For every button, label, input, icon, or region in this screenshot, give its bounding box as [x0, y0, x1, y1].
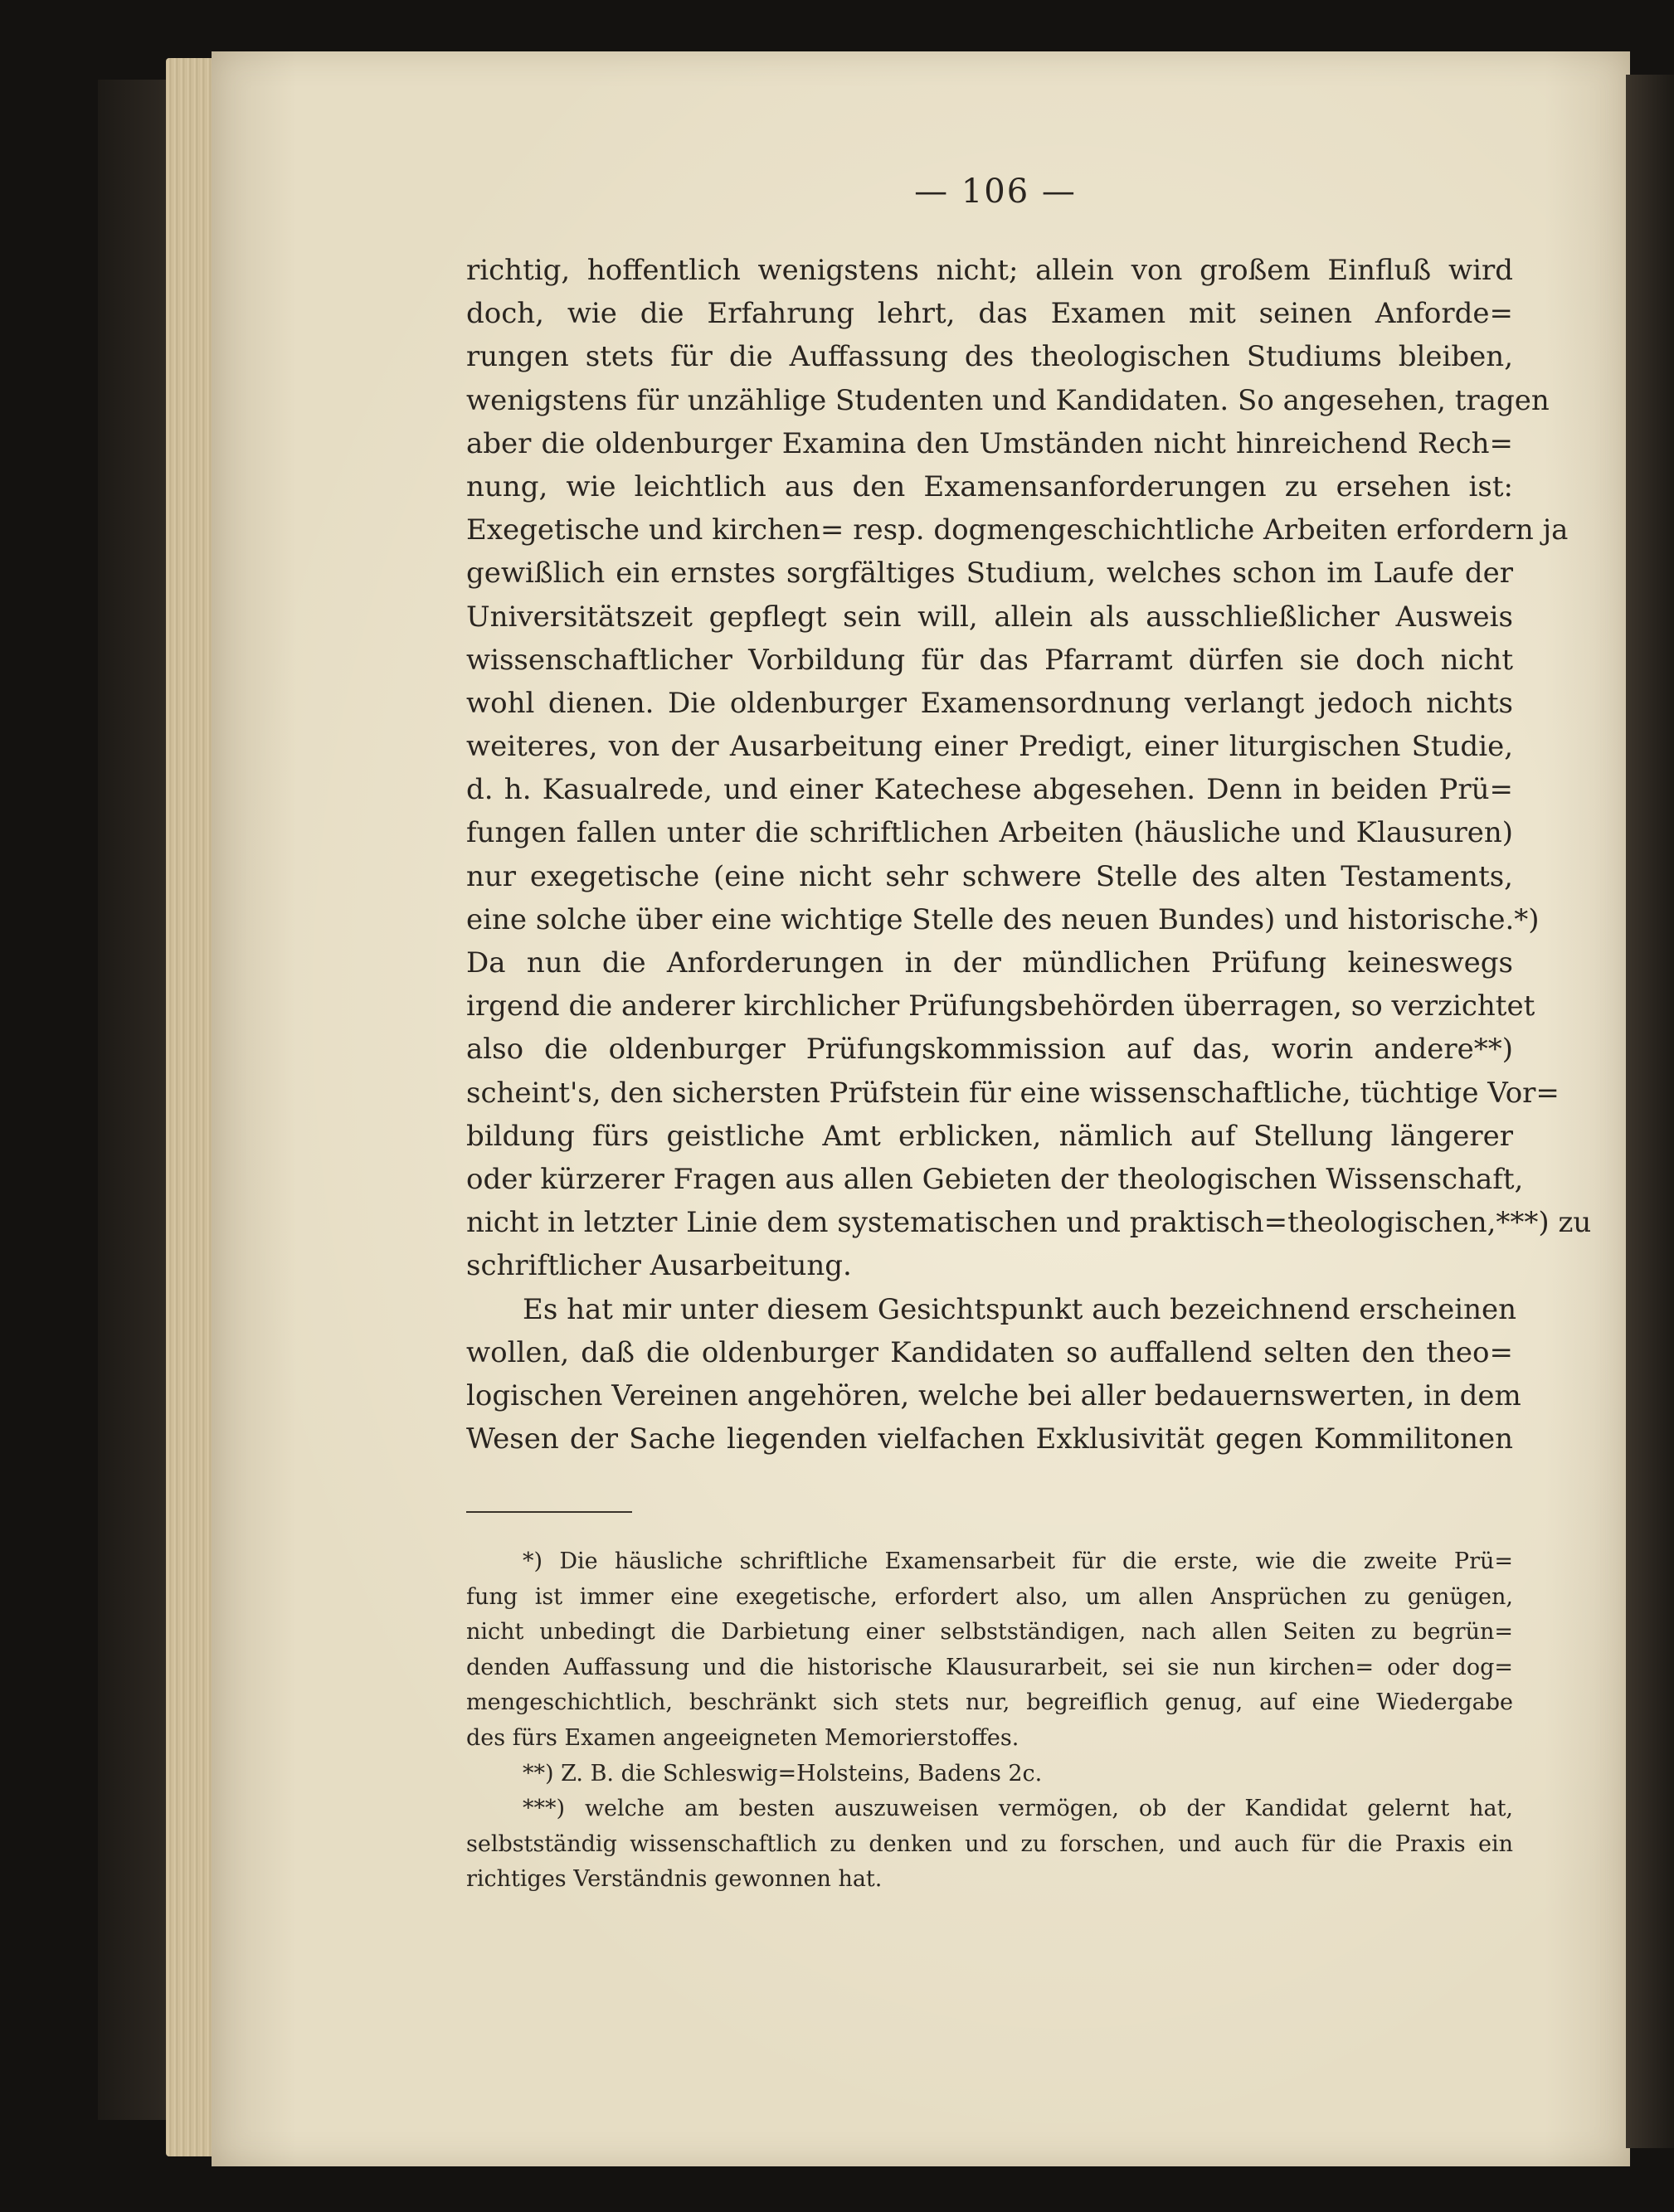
text-line: doch, wie die Erfahrung lehrt, das Examen mit seinen Anforde=	[466, 297, 1513, 331]
footnote-line: selbstständig wissenschaftlich zu denken und zu forschen, und auch für die Praxis ein	[466, 1830, 1513, 1857]
footnote-line: **) Z. B. die Schleswig=Holsteins, Badens 2c.	[523, 1760, 1043, 1787]
footnote-line: denden Auffassung und die historische Klausurarbeit, sei sie nun kirchen= oder dog=	[466, 1654, 1513, 1680]
text-line: wissenschaftlicher Vorbildung für das Pfarramt dürfen sie doch nicht	[466, 643, 1513, 677]
text-line: wohl dienen. Die oldenburger Examensordnung verlangt jedoch nichts	[466, 686, 1513, 720]
text-line: nicht in letzter Linie dem systematischen und praktisch=theologischen,***) zu	[466, 1206, 1592, 1240]
text-line: wenigstens für unzählige Studenten und Kandidaten. So angesehen, tragen	[466, 383, 1550, 417]
text-line: schriftlicher Ausarbeitung.	[466, 1249, 852, 1283]
text-line: eine solche über eine wichtige Stelle des neuen Bundes) und historische.*)	[466, 902, 1540, 936]
footnote-line: fung ist immer eine exegetische, erfordert also, um allen Ansprüchen zu genügen,	[466, 1583, 1513, 1610]
background-right-edge	[1626, 75, 1674, 2148]
body-text	[466, 249, 1592, 1461]
footnote-line: nicht unbedingt die Darbietung einer selbstständigen, nach allen Seiten zu begrün=	[466, 1619, 1513, 1646]
text-line: richtig, hoffentlich wenigstens nicht; allein von großem Einfluß wird	[466, 254, 1513, 287]
footnote-line: mengeschichtlich, beschränkt sich stets nur, begreiflich genug, auf eine Wiedergabe	[466, 1689, 1513, 1716]
text-line: fungen fallen unter die schriftlichen Arbeiten (häusliche und Klausuren)	[466, 816, 1513, 850]
text-line: Universitätszeit gepflegt sein will, allein als ausschließlicher Ausweis	[466, 600, 1513, 634]
page-number: — 106 —	[914, 173, 1077, 211]
text-line: wollen, daß die oldenburger Kandidaten so auffallend selten den theo=	[466, 1335, 1513, 1369]
text-line: bildung fürs geistliche Amt erblicken, nämlich auf Stellung längerer	[466, 1119, 1513, 1153]
footnote-line: *) Die häusliche schriftliche Examensarbeit für die erste, wie die zweite Prü=	[523, 1548, 1513, 1574]
text-line: d. h. Kasualrede, und einer Katechese abgesehen. Denn in beiden Prü=	[466, 773, 1513, 807]
text-line: nur exegetische (eine nicht sehr schwere Stelle des alten Testaments,	[466, 859, 1513, 893]
footnote-line: des fürs Examen angeeigneten Memorierstoffes.	[466, 1724, 1019, 1751]
text-line: logischen Vereinen angehören, welche bei aller bedauernswerten, in dem	[466, 1378, 1521, 1412]
text-line: Wesen der Sache liegenden vielfachen Exklusivität gegen Kommilitonen	[466, 1422, 1513, 1456]
text-line: Es hat mir unter diesem Gesichtspunkt auch bezeichnend erscheinen	[523, 1292, 1517, 1326]
text-line: nung, wie leichtlich aus den Examensanforderungen zu ersehen ist:	[466, 469, 1513, 503]
text-line: aber die oldenburger Examina den Umständen nicht hinreichend Rech=	[466, 426, 1513, 460]
footnotes	[466, 1544, 1513, 1898]
text-line: oder kürzerer Fragen aus allen Gebieten der theologischen Wissenschaft,	[466, 1162, 1524, 1196]
text-line: also die oldenburger Prüfungskommission auf das, worin andere**)	[466, 1033, 1513, 1067]
text-line: Exegetische und kirchen= resp. dogmengeschichtliche Arbeiten erfordern ja	[466, 513, 1569, 547]
text-line: rungen stets für die Auffassung des theologischen Studiums bleiben,	[466, 340, 1513, 374]
footnote-divider	[466, 1511, 632, 1513]
text-line: weiteres, von der Ausarbeitung einer Predigt, einer liturgischen Studie,	[466, 730, 1513, 764]
text-line: irgend die anderer kirchlicher Prüfungsbehörden überragen, so verzichtet	[466, 989, 1535, 1023]
text-line: scheint's, den sichersten Prüfstein für eine wissenschaftliche, tüchtige Vor=	[466, 1076, 1560, 1110]
text-line: Da nun die Anforderungen in der mündlichen Prüfung keineswegs	[466, 946, 1513, 980]
footnote-line: ***) welche am besten auszuweisen vermögen, ob der Kandidat gelernt hat,	[523, 1796, 1513, 1822]
footnote-line: richtiges Verständnis gewonnen hat.	[466, 1866, 883, 1893]
text-line: gewißlich ein ernstes sorgfältiges Studium, welches schon im Laufe der	[466, 557, 1513, 591]
